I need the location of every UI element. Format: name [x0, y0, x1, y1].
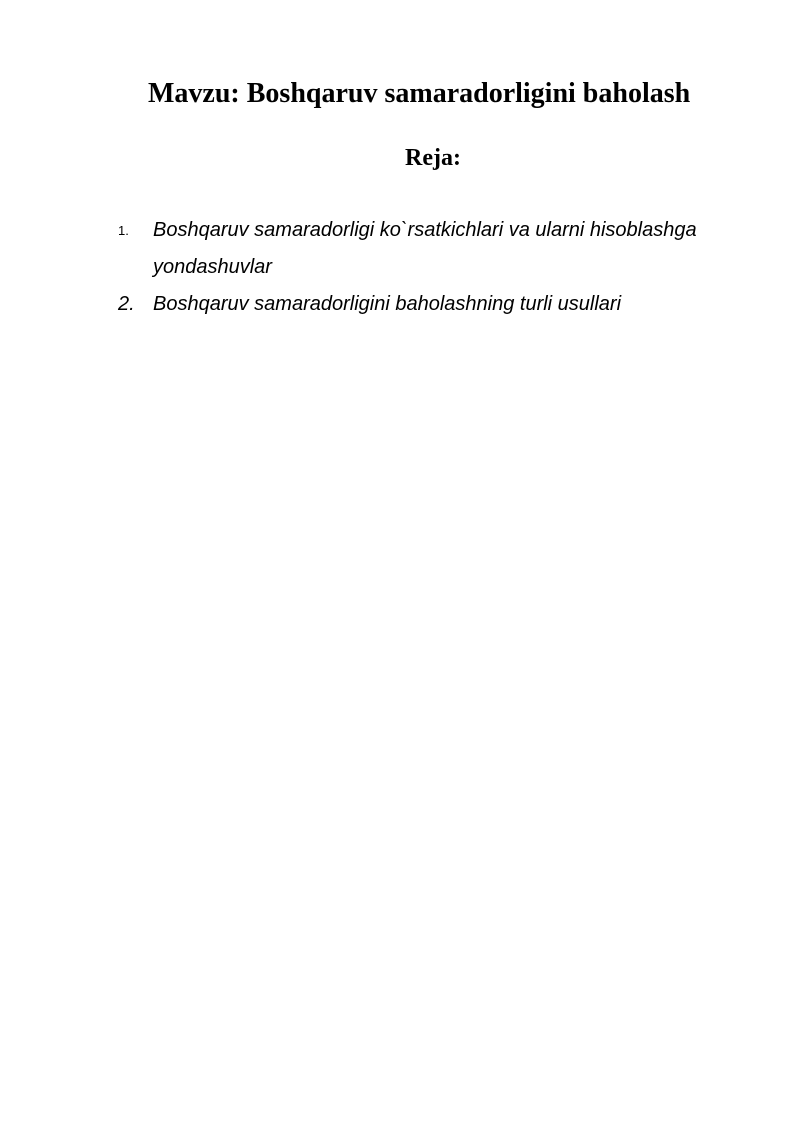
plan-item-2 — [118, 286, 718, 323]
plan-list — [118, 212, 718, 323]
plan-heading: Reja: — [405, 145, 461, 171]
plan-item-text-continued: yondashuvlar — [153, 256, 272, 278]
plan-item-text: Boshqaruv samaradorligini baholashning turli usullari — [153, 293, 622, 315]
plan-item-number: 2. — [118, 293, 135, 315]
plan-item-1 — [118, 212, 718, 286]
plan-item-text: Boshqaruv samaradorligi ko`rsatkichlari va ularni hisoblashga — [153, 219, 697, 241]
page-title: Mavzu: Boshqaruv samaradorligini baholash — [148, 78, 691, 109]
plan-item-number: 1. — [118, 223, 129, 238]
